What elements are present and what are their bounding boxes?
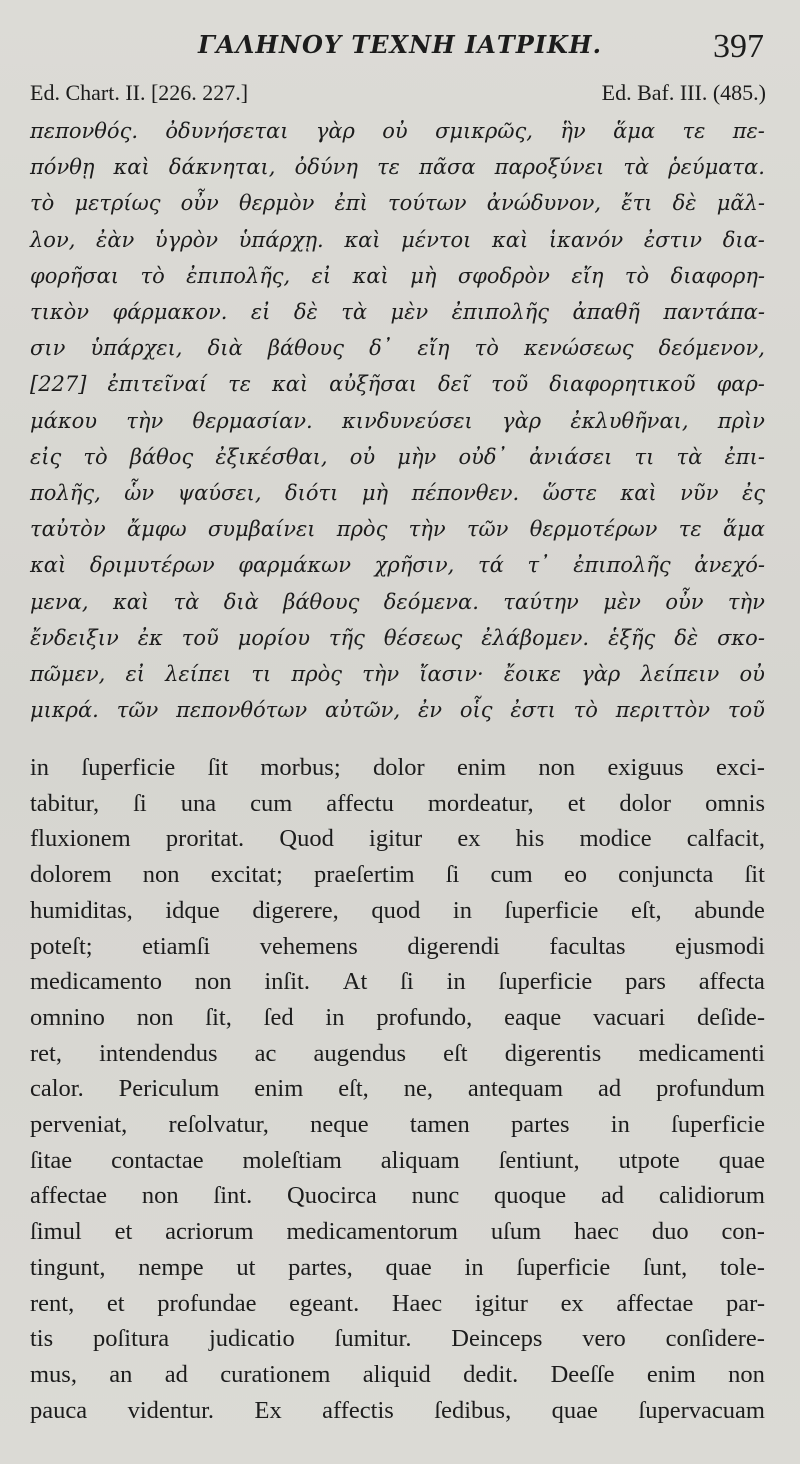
latin-line: fluxionem proritat. Quod igitur ex his modice calfacit,: [30, 825, 765, 853]
greek-line: [227] ἐπιτεῖναί τε καὶ αὐξῆσαι δεῖ τοῦ διαφορητικοῦ φαρ-: [30, 372, 765, 397]
greek-text-block: [30, 113, 765, 728]
latin-line: perveniat, reſolvatur, neque tamen partes in ſuperficie: [30, 1111, 765, 1139]
greek-line: πεπονθός. ὀδυνήσεται γὰρ οὐ σμικρῶς, ἣν ἅμα τε πε-: [30, 119, 765, 143]
greek-line: μενα, καὶ τὰ διὰ βάθους δεόμενα. ταύτην μὲν οὖν τὴν: [30, 589, 765, 614]
edition-reference-left: Ed. Chart. II. [226. 227.]: [30, 80, 249, 105]
latin-line: ſimul et acriorum medicamentorum uſum haec duo con-: [30, 1218, 765, 1246]
latin-line: rent, et profundae egeant. Haec igitur ex affectae par-: [30, 1289, 765, 1317]
edition-reference-line: [30, 80, 766, 106]
greek-line: φορῆσαι τὸ ἐπιπολῆς, εἰ καὶ μὴ σφοδρὸν εἴη τὸ διαφορη-: [30, 263, 765, 288]
greek-line: τικὸν φάρμακον. εἰ δὲ τὰ μὲν ἐπιπολῆς ἀπαθῆ παντάπα-: [30, 300, 765, 325]
latin-line: mus, an ad curationem aliquid dedit. Deeſſe enim non: [30, 1360, 765, 1388]
latin-line: dolorem non excitat; praeſertim ſi cum eo conjuncta ſit: [30, 861, 765, 889]
page-number: 397: [713, 28, 764, 65]
greek-line: καὶ δριμυτέρων φαρμάκων χρῆσιν, τά τ᾽ ἐπιπολῆς ἀνεχό-: [30, 553, 765, 578]
greek-line: λον, ἐὰν ὑγρὸν ὑπάρχῃ. καὶ μέντοι καὶ ἱκανόν ἐστιν δια-: [30, 227, 765, 252]
greek-line: ἔνδειξιν ἐκ τοῦ μορίου τῆς θέσεως ἐλάβομεν. ἑξῆς δὲ σκο-: [30, 625, 765, 650]
latin-line: tis poſitura judicatio ſumitur. Deinceps vero conſidere-: [30, 1325, 765, 1353]
latin-line: pauca videntur. Ex affectis ſedibus, quae ſupervacuam: [30, 1396, 765, 1424]
latin-line: medicamento non inſit. At ſi in ſuperficie pars affecta: [30, 968, 765, 996]
latin-line: in ſuperficie ſit morbus; dolor enim non exiguus exci-: [30, 754, 765, 781]
greek-line: μάκου τὴν θερμασίαν. κινδυνεύσει γὰρ ἐκλυθῆναι, πρὶν: [30, 408, 765, 433]
latin-line: tabitur, ſi una cum affectu mordeatur, et dolor omnis: [30, 789, 765, 817]
latin-line: omnino non ſit, ſed in profundo, eaque vacuari deſide-: [30, 1003, 765, 1031]
greek-line: μικρά. τῶν πεπονθότων αὐτῶν, ἐν οἷς ἐστι τὸ περιττὸν τοῦ: [30, 698, 765, 723]
greek-line: πολῆς, ὧν ψαύσει, διότι μὴ πέπονθεν. ὥστε καὶ νῦν ἐς: [30, 481, 765, 506]
latin-line: humiditas, idque digerere, quod in ſuperficie eſt, abunde: [30, 896, 765, 924]
greek-line: ταὐτὸν ἄμφω συμβαίνει πρὸς τὴν τῶν θερμοτέρων τε ἅμα: [30, 517, 765, 542]
latin-line: affectae non ſint. Quocirca nunc quoque ad calidiorum: [30, 1182, 765, 1210]
greek-line: πόνθῃ καὶ δάκνηται, ὀδύνη τε πᾶσα παροξύνει τὰ ῥεύματα.: [30, 155, 765, 180]
greek-line: εἰς τὸ βάθος ἐξικέσθαι, οὐ μὴν οὐδ᾽ ἀνιάσει τι τὰ ἐπι-: [30, 444, 765, 469]
greek-line: τὸ μετρίως οὖν θερμὸν ἐπὶ τούτων ἀνώδυνον, ἔτι δὲ μᾶλ-: [30, 191, 765, 216]
greek-line: σιν ὑπάρχει, διὰ βάθους δ᾽ εἴη τὸ κενώσεως δεόμενον,: [30, 336, 765, 361]
latin-line: ſitae contactae moleſtiam aliquam ſentiunt, utpote quae: [30, 1146, 765, 1174]
latin-line: calor. Periculum enim eſt, ne, antequam ad profundum: [30, 1075, 765, 1103]
latin-line: tingunt, nempe ut partes, quae in ſuperficie ſunt, tole-: [30, 1253, 765, 1281]
running-head: ΓΑΛΗΝΟΥ ΤΕΧΝΗ ΙΑΤΡΙΚΗ.: [198, 30, 602, 59]
greek-line: πῶμεν, εἰ λείπει τι πρὸς τὴν ἴασιν· ἔοικε γὰρ λείπειν οὐ: [30, 662, 765, 687]
latin-line: poteſt; etiamſi vehemens digerendi facultas ejusmodi: [30, 932, 765, 960]
latin-text-block: [30, 750, 765, 1428]
latin-line: ret, intendendus ac augendus eſt digerentis medicamenti: [30, 1039, 765, 1067]
edition-reference-right: Ed. Baf. III. (485.): [601, 80, 766, 105]
